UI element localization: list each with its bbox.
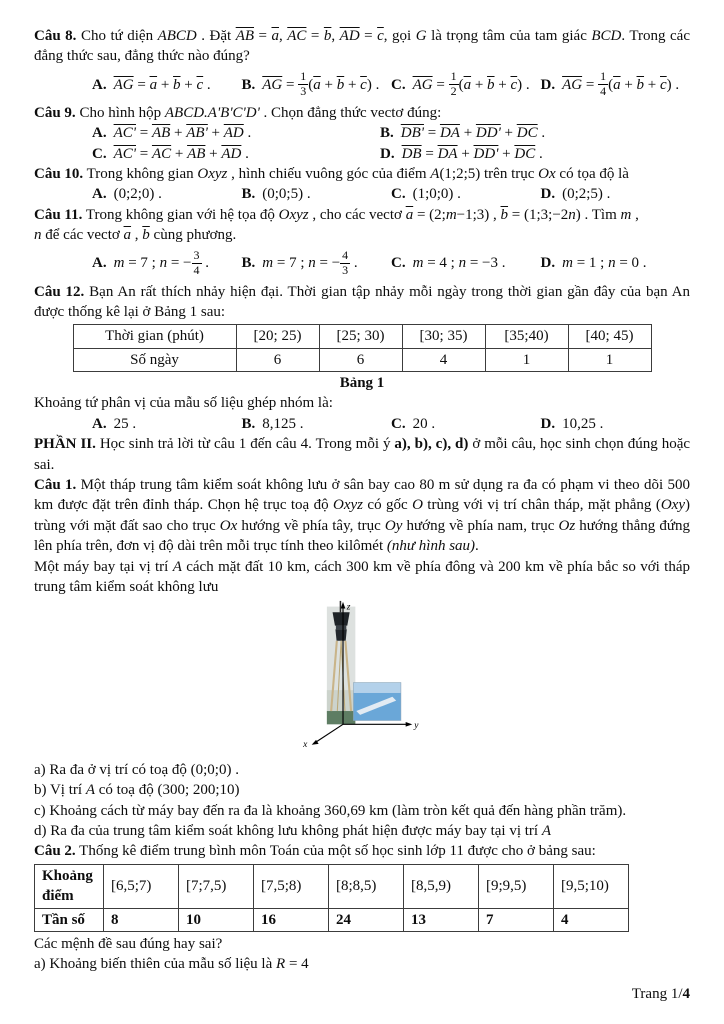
- option-d: [541, 184, 691, 204]
- table-row: [35, 864, 629, 908]
- fraction: $\frac{3}{4}$: [193, 248, 200, 278]
- table-cell: 6: [319, 348, 402, 371]
- option-a: [92, 249, 242, 278]
- p2-question-2-label: Câu 2.: [34, 843, 76, 860]
- option-c-text: m = 4 ; n = −3 .: [412, 255, 506, 272]
- option-a-text: 25 .: [113, 415, 137, 432]
- part-2-instructions: PHẦN II. Học sinh trả lời từ câu 1 đến câu 4. Trong mỗi ý a), b), c), d) ở mỗi câu, học sinh chọn đúng hoặc sai.: [34, 436, 691, 473]
- option-c-text: $\overline{AG}$ = $\frac{1}{2}$ $(\overline{a} + \overline{b} + \overline{c})$ .: [412, 69, 530, 99]
- option-c: [391, 253, 541, 273]
- p2-question-1-text: Một tháp trung tâm kiểm soát không lưu ở sân bay cao 80 m sử dụng ra đa có phạm vi theo dõi 500 km được đặt trên đỉnh tháp. Chọn hệ trục toạ độ Oxyz có gốc O trùng với vị trí chân tháp, mặt phẳng (Oxy) trùng với mặt đất sao cho trục Ox hướng về phía tây, trục Oy hướng về phía nam, trục Oz hướng thẳng đứng lên phía trên, đơn vị độ dài trên mỗi trục tính theo kilômét (như hình sau).: [34, 477, 690, 555]
- option-d: [541, 70, 691, 99]
- table-cell: 6: [236, 348, 319, 371]
- vector: $\overline{a}$: [149, 76, 158, 93]
- table-cell: Tần số: [35, 908, 104, 931]
- vector: $\overline{c}$: [196, 76, 204, 93]
- option-d-text: $\overline{AG}$ = $\frac{1}{4}$ $(\overline{a} + \overline{b} + \overline{c})$ .: [562, 69, 680, 99]
- vector: AB': [186, 125, 208, 142]
- option-c: [391, 414, 541, 434]
- airport-aerial-photo: [353, 683, 400, 721]
- c2-item-a: a) Khoảng biến thiên của mẫu số liệu là R = 4: [34, 956, 309, 973]
- vector: $\overline{c}$: [360, 76, 367, 93]
- vector: $\overline{AD}$: [223, 125, 244, 142]
- option-a-label: A.: [92, 76, 107, 93]
- vector: $\overline{AC}$: [287, 28, 307, 44]
- fraction: $\frac{1}{3}$: [300, 69, 307, 99]
- table-cell: 7: [479, 908, 554, 931]
- vector: $\overline{AD}$: [221, 145, 242, 162]
- option-d: [541, 253, 691, 273]
- option-b-text: (0;0;5) .: [262, 186, 311, 203]
- vector: $\overline{AG}$: [562, 76, 583, 93]
- fraction: $\frac{1}{2}$: [450, 69, 457, 99]
- table-cell: 24: [329, 908, 404, 931]
- question-9-options: [92, 123, 690, 164]
- vector: $\overline{a}$: [613, 76, 621, 93]
- vector: AC': [113, 145, 136, 162]
- question-9-stem: [34, 103, 690, 123]
- vector: DD': [473, 145, 499, 162]
- option-c-label: C.: [391, 76, 406, 93]
- option-a: [92, 123, 380, 143]
- vector: $\overline{b}$: [323, 28, 332, 44]
- vector: $\overline{a}$: [271, 28, 279, 44]
- option-b-label: B.: [241, 415, 256, 432]
- option-c: [391, 70, 541, 99]
- question-11-text-line1: Trong không gian với hệ tọa độ Oxyz , cho các vectơ $\overline{a}$ = (2;m−1;3) , $\overline{b}$ = (1;3;−2n) . Tìm m ,: [85, 206, 639, 223]
- option-d-text: m = 1 ; n = 0 .: [562, 255, 647, 272]
- vector: $\overline{b}$: [173, 76, 181, 93]
- p2-question-2-stem: [34, 841, 690, 861]
- vector: $\overline{DC}$: [514, 145, 536, 162]
- question-9-text: Cho hình hộp ABCD.A'B'C'D' . Chọn đẳng thức vectơ đúng:: [79, 104, 442, 121]
- table-cell: [40; 45): [568, 325, 651, 348]
- c1-item-b: b) Vị trí A có toạ độ (300; 200;10): [34, 782, 240, 799]
- vector: $\overline{DA}$: [437, 145, 458, 162]
- question-8-options: [92, 67, 690, 103]
- time-frequency-table: [73, 324, 652, 372]
- vector: $\overline{AB}$: [151, 125, 171, 142]
- vector: $\overline{a}$: [123, 227, 132, 244]
- table-cell: [25; 30): [319, 325, 402, 348]
- option-b-text: 8,125 .: [262, 415, 304, 432]
- table-cell: [9;9,5): [479, 864, 554, 908]
- option-c-label: C.: [391, 255, 406, 272]
- vector: $\overline{b}$: [636, 76, 645, 93]
- question-8-stem: [34, 26, 690, 67]
- question-11-label: Câu 11.: [34, 206, 83, 223]
- p2-question-1-stem: [34, 475, 690, 557]
- figure-container: [34, 599, 690, 755]
- table-row: [73, 325, 651, 348]
- option-b: [242, 414, 392, 434]
- table-cell: [7;7,5): [179, 864, 254, 908]
- option-a: [92, 184, 242, 204]
- option-c-label: C.: [92, 145, 107, 162]
- tower-cab: [333, 613, 350, 626]
- table-cell: 4: [554, 908, 629, 931]
- option-d-label: D.: [540, 415, 556, 432]
- table-cell: Thời gian (phút): [73, 325, 236, 348]
- option-a: [92, 414, 242, 434]
- question-11-options: [92, 246, 690, 282]
- question-11-stem: [34, 205, 690, 225]
- table-cell: 8: [104, 908, 179, 931]
- table-row: [73, 348, 651, 371]
- question-8-label: Câu 8.: [34, 28, 77, 44]
- question-8-text: Cho tứ diện ABCD . Đặt $\overline{AB} = \overline{a}$, $\overline{AC} = \overline{b}$, $\overline{AD} = \overline{c}$, gọi G là trọng tâm của tam giác BCD. Trong các đẳng thức sau, đẳng thức nào đúng?: [34, 28, 690, 65]
- option-d-text: 10,25 .: [562, 415, 604, 432]
- table-cell: 16: [254, 908, 329, 931]
- vector: $\overline{a}$: [463, 76, 472, 93]
- table-cell: [8;8,5): [329, 864, 404, 908]
- z-axis-arrow: [341, 602, 346, 609]
- control-tower-axes-figure: [298, 599, 426, 749]
- table-cell: Khoảng điểm: [35, 864, 104, 908]
- option-b: [242, 184, 392, 204]
- option-b-label: B.: [241, 255, 256, 272]
- vector: $\overline{AB}$: [235, 28, 255, 44]
- vector: $\overline{AG}$: [262, 76, 283, 93]
- c2-question: Các mệnh đề sau đúng hay sai?: [34, 935, 223, 952]
- table-cell: 13: [404, 908, 479, 931]
- option-a-label: A.: [92, 255, 107, 272]
- option-a-label: A.: [92, 186, 107, 203]
- option-b-label: B.: [241, 76, 256, 93]
- option-b-label: B.: [241, 186, 256, 203]
- question-9-label: Câu 9.: [34, 104, 76, 121]
- option-b-label: B.: [380, 125, 394, 142]
- option-a-text: $AC' = \overline{AB} + AB' + \overline{AD}$ .: [113, 125, 252, 142]
- vector: AC': [113, 125, 136, 142]
- page-number: Trang 1/4: [631, 985, 690, 1002]
- option-a: [92, 75, 242, 95]
- vector: $\overline{b}$: [336, 76, 345, 93]
- option-b-text: m = 7 ; n = − $\frac{4}{3}$ .: [262, 248, 358, 278]
- option-a-label: A.: [92, 125, 107, 142]
- option-d: [541, 414, 691, 434]
- option-b: [380, 123, 690, 143]
- c1-item-c: c) Khoảng cách từ máy bay đến ra đa là khoảng 360,69 km (làm tròn kết quả đến hàng phần trăm).: [34, 802, 627, 819]
- y-axis-arrow: [406, 722, 413, 727]
- option-a-text: $\overline{AG} = \overline{a} + \overline{b} + \overline{c}$ .: [113, 76, 211, 93]
- question-10-stem: [34, 164, 690, 184]
- vector: $\overline{DC}$: [516, 125, 538, 142]
- c1-item-a: a) Ra đa ở vị trí có toạ độ (0;0;0) .: [34, 761, 239, 778]
- question-12-text: Bạn An rất thích nhảy hiện đại. Thời gian tập nhảy mỗi ngày trong thời gian gần đây của bạn An được thống kê lại ở Bảng 1 sau:: [34, 283, 690, 320]
- vector: $\overline{c}$: [510, 76, 518, 93]
- option-c-label: C.: [391, 415, 406, 432]
- table-cell: [7,5;8): [254, 864, 329, 908]
- vector: $\overline{DA}$: [439, 125, 460, 142]
- option-c: [391, 184, 541, 204]
- option-d-text: $\overline{DB} = \overline{DA} + DD' + \overline{DC}$ .: [401, 145, 543, 162]
- table-cell: [6,5;7): [104, 864, 179, 908]
- vector: $\overline{AC}$: [151, 145, 172, 162]
- option-d-label: D.: [540, 76, 556, 93]
- question-10-text: Trong không gian Oxyz , hình chiếu vuông góc của điểm A(1;2;5) trên trục Ox có tọa độ là: [86, 165, 629, 182]
- table-cell: 1: [568, 348, 651, 371]
- option-c: [92, 144, 380, 164]
- question-10-options: [92, 184, 690, 204]
- option-a-text: m = 7 ; n = − $\frac{3}{4}$ .: [113, 248, 209, 278]
- option-d-label: D.: [380, 145, 395, 162]
- vector: $\overline{b}$: [142, 227, 150, 244]
- option-d-label: D.: [540, 255, 556, 272]
- option-b-text: $DB' = \overline{DA} + DD' + \overline{DC}$ .: [400, 125, 546, 142]
- question-12-options: [92, 414, 690, 434]
- question-12-label: Câu 12.: [34, 283, 85, 300]
- vector: $\overline{DB}$: [401, 145, 422, 162]
- table-cell: 1: [485, 348, 568, 371]
- option-d-text: (0;2;5) .: [562, 186, 611, 203]
- table-cell: [9,5;10): [554, 864, 629, 908]
- y-axis-label: y: [414, 721, 419, 732]
- vector: $\overline{c}$: [660, 76, 667, 93]
- vector: DD': [475, 125, 501, 142]
- vector: $\overline{AD}$: [339, 28, 360, 44]
- option-c-label: C.: [391, 186, 406, 203]
- option-b: [242, 70, 392, 99]
- p2-question-1-plane-text: Một máy bay tại vị trí A cách mặt đất 10 km, cách 300 km về phía đông và 200 km về phía bắc so với tháp trung tâm kiểm soát không lưu: [34, 558, 690, 595]
- vector: $\overline{b}$: [487, 76, 495, 93]
- table-cell: 10: [179, 908, 254, 931]
- vector: $\overline{a}$: [313, 76, 321, 93]
- c1-item-d: d) Ra đa của trung tâm kiểm soát không lưu không phát hiện được máy bay tại vị trí A: [34, 822, 552, 839]
- p2-question-1-label: Câu 1.: [34, 477, 77, 494]
- question-12-stem: [34, 282, 690, 323]
- table-cell: 4: [402, 348, 485, 371]
- table-cell: Số ngày: [73, 348, 236, 371]
- table-1-caption: Bảng 1: [339, 375, 385, 392]
- option-c-text: (1;0;0) .: [412, 186, 461, 203]
- table-row: [35, 908, 629, 931]
- vector: $\overline{AG}$: [412, 76, 433, 93]
- question-11-text-line2: n để các vectơ $\overline{a}$ , $\overline{b}$ cùng phương.: [34, 227, 237, 244]
- z-axis-label: z: [346, 602, 351, 613]
- vector: $\overline{b}$: [500, 206, 509, 223]
- option-a-label: A.: [92, 415, 107, 432]
- option-d: [380, 144, 690, 164]
- table-cell: [30; 35): [402, 325, 485, 348]
- p2-question-2-text: Thống kê điểm trung bình môn Toán của một số học sinh lớp 11 được cho ở bảng sau:: [79, 843, 596, 860]
- question-10-label: Câu 10.: [34, 165, 84, 182]
- table-cell: [35;40): [485, 325, 568, 348]
- option-d-label: D.: [540, 186, 556, 203]
- option-a-text: (0;2;0) .: [113, 186, 162, 203]
- option-c-text: 20 .: [412, 415, 436, 432]
- fraction: $\frac{1}{4}$: [600, 69, 607, 99]
- vector: $\overline{a}$: [405, 206, 414, 223]
- x-axis-label: x: [303, 740, 308, 750]
- vector: DB': [400, 125, 424, 142]
- option-b: [242, 249, 392, 278]
- table-cell: [20; 25): [236, 325, 319, 348]
- score-frequency-table: [34, 864, 629, 932]
- question-12-question: Khoảng tứ phân vị của mẫu số liệu ghép nhóm là:: [34, 395, 333, 412]
- vector: $\overline{c}$: [377, 28, 384, 44]
- exam-page: [34, 26, 690, 984]
- option-b-text: $\overline{AG}$ = $\frac{1}{3}$ $(\overline{a} + \overline{b} + \overline{c})$ .: [262, 69, 380, 99]
- vector: $\overline{AG}$: [113, 76, 134, 93]
- vector: $\overline{AB}$: [187, 145, 206, 162]
- table-cell: [8,5,9): [404, 864, 479, 908]
- option-c-text: $AC' = \overline{AC} + \overline{AB} + \overline{AD}$ .: [113, 145, 249, 162]
- fraction: $\frac{4}{3}$: [342, 248, 349, 278]
